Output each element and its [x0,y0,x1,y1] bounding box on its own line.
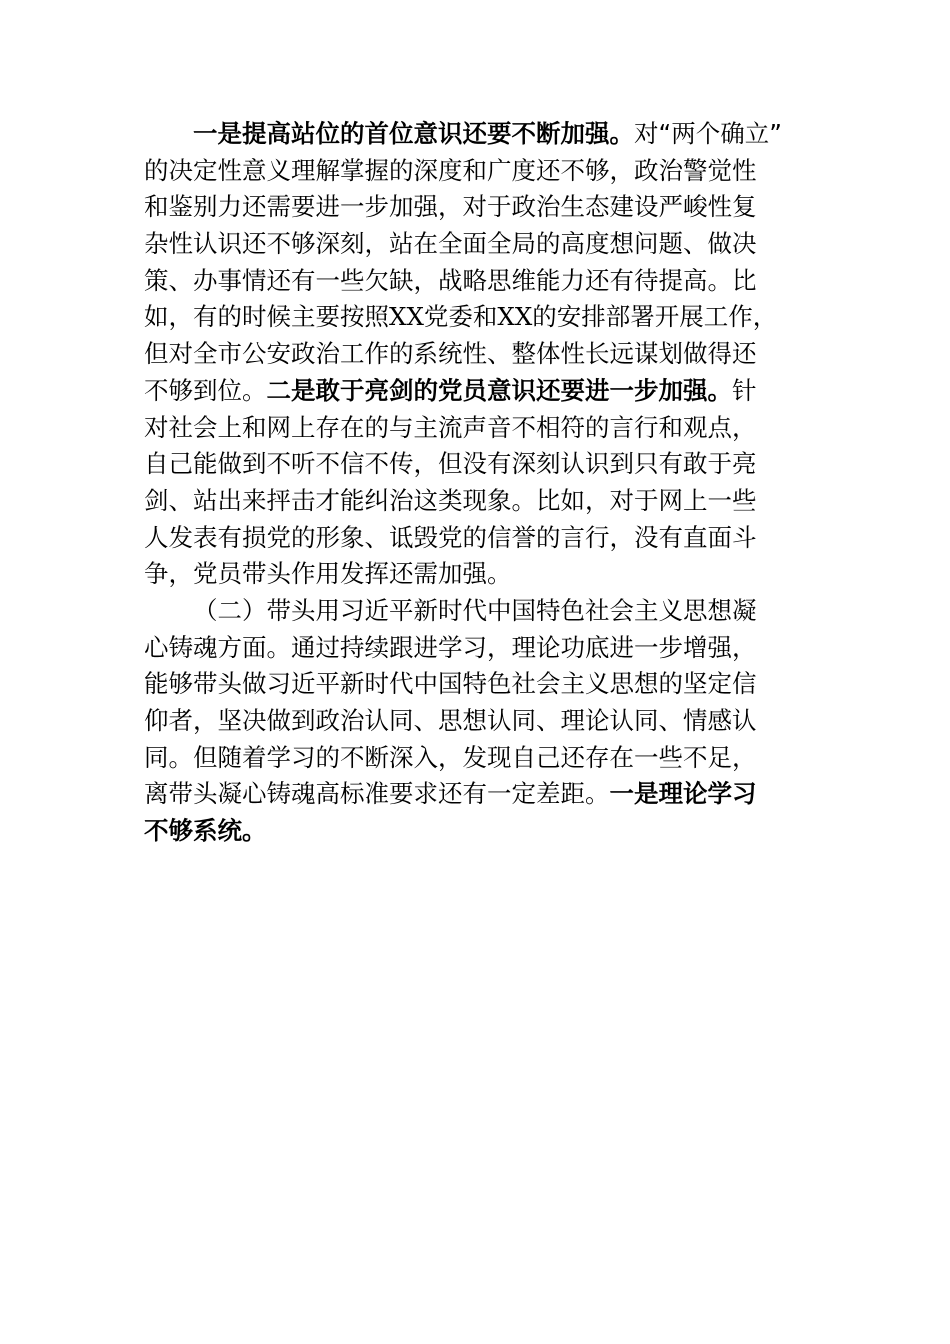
text-run: 和鉴别力还需要进一步加强，对于政治生态建设严峻性复 [144,192,757,222]
text-run: 对社会上和网上存在的与主流声音不相符的言行和观点， [144,412,757,442]
text-line [144,336,834,373]
text-run: 剑、站出来抨击才能纠治这类现象。比如，对于网上一些 [144,485,757,515]
text-line [144,520,834,557]
text-line [144,153,834,190]
bold-text-run: 一是理论学习 [609,779,757,809]
text-run: 同。但随着学习的不断深入，发现自己还存在一些不足， [144,742,757,772]
text-line [144,410,834,447]
text-line [144,446,834,483]
text-run: 党委和 [423,302,498,332]
text-line [144,776,834,813]
text-run: （二）带头用习近平新时代中国特色社会主义思想凝 [193,595,757,625]
text-line [144,116,834,153]
text-line [144,593,834,630]
text-line [144,263,834,300]
text-run: 但对全市公安政治工作的系统性、整体性长远谋划做得还 [144,339,757,369]
text-run: 能够带头做习近平新时代中国特色社会主义思想的坚定信 [144,669,757,699]
text-run: 仰者，坚决做到政治认同、思想认同、理论认同、情感认 [144,706,757,735]
text-line [144,373,834,410]
text-run: 如，有的时候主要按照 [144,302,389,332]
text-line [144,630,834,667]
text-run: XX [497,302,533,332]
text-run: 离带头凝心铸魂高标准要求还有一定差距。 [144,779,610,809]
text-line [144,703,834,740]
text-run: XX [389,302,424,332]
text-run: 争，党员带头作用发挥还需加强。 [144,559,512,589]
bold-text-run: 不够系统。 [144,816,267,846]
text-run: 策、办事情还有一些欠缺，战略思维能力还有待提高。比 [144,265,757,295]
text-line [144,299,834,336]
text-run: 心铸魂方面。通过持续跟进学习，理论功底进一步增强， [144,632,757,662]
text-run: 针 [732,375,757,405]
text-run: 杂性认识还不够深刻，站在全面全局的高度想问题、做决 [144,229,757,259]
text-line [144,556,834,593]
bold-text-run: 二是敢于亮剑的党员意识还要进一步加强。 [266,375,732,405]
text-run: 不够到位。 [144,375,267,405]
text-run: 对“两个确立” [634,119,782,148]
text-line [144,813,834,850]
bold-text-run: 一是提高站位的首位意识还要不断加强。 [193,119,634,148]
text-line [144,666,834,703]
text-run: 的决定性意义理解掌握的深度和广度还不够，政治警觉性 [144,155,757,185]
body-text [144,116,834,850]
text-line [144,189,834,226]
text-line [144,483,834,520]
text-line [144,226,834,263]
text-line [144,740,834,777]
text-run: 自己能做到不听不信不传，但没有深刻认识到只有敢于亮 [144,449,757,479]
text-run: 人发表有损党的形象、诋毁党的信誉的言行，没有直面斗 [144,522,757,552]
text-run: 的安排部署开展工作， [532,302,778,332]
